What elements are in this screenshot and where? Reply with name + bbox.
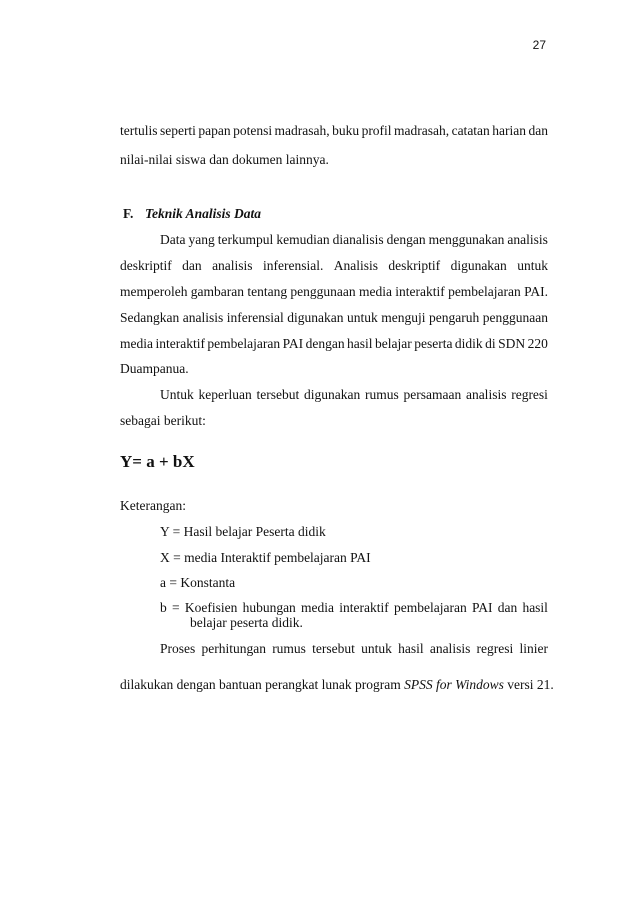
word: untuk <box>361 641 392 656</box>
word: madrasah, <box>274 123 330 138</box>
word: media <box>120 336 153 351</box>
word: deskriptif <box>120 258 172 273</box>
word: regresi <box>476 641 514 656</box>
word: dengan <box>386 232 426 247</box>
section-heading <box>123 206 551 222</box>
word: SDN <box>498 336 526 351</box>
word: rumus <box>272 641 306 656</box>
word: tersebut <box>256 387 300 402</box>
word: analisis <box>212 258 253 273</box>
word: PAI <box>282 336 304 351</box>
word: tentang <box>247 284 288 299</box>
word: profil <box>361 123 392 138</box>
word: Sedangkan <box>120 310 180 325</box>
word: interaktif <box>155 336 205 351</box>
definition-b-line-2: belajar peserta didik. <box>190 615 303 630</box>
word: madrasah, <box>394 123 450 138</box>
word: penggunaan <box>482 310 548 325</box>
word: perhitungan <box>201 641 266 656</box>
p3-line-2-text: dilakukan dengan bantuan perangkat lunak program <box>120 677 405 692</box>
word: inferensial. <box>262 258 324 273</box>
word: interaktif <box>339 600 389 615</box>
word: menguji <box>381 310 426 325</box>
word: analisis <box>465 387 507 402</box>
word: keperluan <box>198 387 252 402</box>
word: Koefisien <box>184 600 238 615</box>
p3-line-2-end: versi 21. <box>503 677 554 692</box>
word: dianalisis <box>332 232 384 247</box>
word: buku <box>332 123 360 138</box>
p2-line-2: sebagai berikut: <box>120 413 206 428</box>
word: terkumpul <box>217 232 274 247</box>
word: penggunaan <box>290 284 356 299</box>
word: tertulis <box>120 123 158 138</box>
word: rumus <box>364 387 399 402</box>
word: peserta <box>414 336 453 351</box>
section-title: Teknik Analisis Data <box>145 206 262 221</box>
p1-line-3 <box>120 284 548 300</box>
word: PAI. <box>524 284 548 299</box>
word: digunakan <box>303 387 361 402</box>
word: seperti <box>159 123 196 138</box>
word: tersebut <box>312 641 355 656</box>
word: inferensial <box>226 310 284 325</box>
word: analisis <box>182 310 224 325</box>
word: kemudian <box>276 232 330 247</box>
page-number: 27 <box>532 38 546 52</box>
p3-line-2 <box>120 677 554 693</box>
word: pengaruh <box>428 310 480 325</box>
word: linier <box>519 641 548 656</box>
word: interaktif <box>395 284 445 299</box>
definition-b <box>160 600 548 630</box>
word: regresi <box>511 387 548 402</box>
definition-a: a = Konstanta <box>160 575 236 590</box>
intro-line-1 <box>120 123 548 139</box>
word: digunakan <box>450 258 507 273</box>
word: hasil <box>347 336 373 351</box>
p1-line-5 <box>120 336 548 352</box>
p1-line-1 <box>160 232 548 248</box>
word: dan <box>528 123 548 138</box>
word: menggunakan <box>428 232 505 247</box>
definition-x: X = media Interaktif pembelajaran PAI <box>160 550 371 565</box>
section-number: F. <box>123 206 134 221</box>
word: potensi <box>233 123 273 138</box>
p2-line-1 <box>160 387 548 403</box>
p3-line-1 <box>160 641 548 657</box>
word: di <box>485 336 496 351</box>
word: media <box>358 284 392 299</box>
p1-line-6: Duampanua. <box>120 361 189 376</box>
word: didik <box>454 336 483 351</box>
word: Analisis <box>333 258 378 273</box>
word: hasil <box>398 641 424 656</box>
word: pembelajaran <box>448 284 521 299</box>
word: Data <box>160 232 186 247</box>
intro-line-2: nilai-nilai siswa dan dokumen lainnya. <box>120 152 329 167</box>
software-name: SPSS for Windows <box>404 677 504 692</box>
p1-line-4 <box>120 310 548 326</box>
word: pembelajaran <box>207 336 281 351</box>
word: untuk <box>346 310 378 325</box>
word: = <box>171 600 180 615</box>
word: 220 <box>527 336 548 351</box>
word: Proses <box>160 641 196 656</box>
word: papan <box>198 123 231 138</box>
word: digunakan <box>287 310 344 325</box>
word: pembelajaran <box>394 600 467 615</box>
word: dengan <box>305 336 345 351</box>
regression-formula: Y= a + bX <box>120 452 195 471</box>
word: untuk <box>517 258 548 273</box>
word: deskriptif <box>388 258 441 273</box>
word: memperoleh <box>120 284 188 299</box>
p1-line-2 <box>120 258 548 274</box>
word: belajar <box>375 336 412 351</box>
word: persamaan <box>403 387 462 402</box>
word: analisis <box>507 232 548 247</box>
word: PAI <box>471 600 493 615</box>
definition-y: Y = Hasil belajar Peserta didik <box>160 524 326 539</box>
word: gambaran <box>190 284 245 299</box>
word: harian <box>492 123 526 138</box>
word: media <box>301 600 335 615</box>
word: hasil <box>522 600 548 615</box>
word: analisis <box>429 641 471 656</box>
word: catatan <box>451 123 490 138</box>
keterangan-label: Keterangan: <box>120 498 186 513</box>
word: Untuk <box>160 387 194 402</box>
word: b <box>160 600 167 615</box>
word: yang <box>188 232 215 247</box>
word: dan <box>182 258 202 273</box>
word: dan <box>497 600 518 615</box>
definition-b-line-1 <box>160 600 548 615</box>
word: hubungan <box>242 600 296 615</box>
